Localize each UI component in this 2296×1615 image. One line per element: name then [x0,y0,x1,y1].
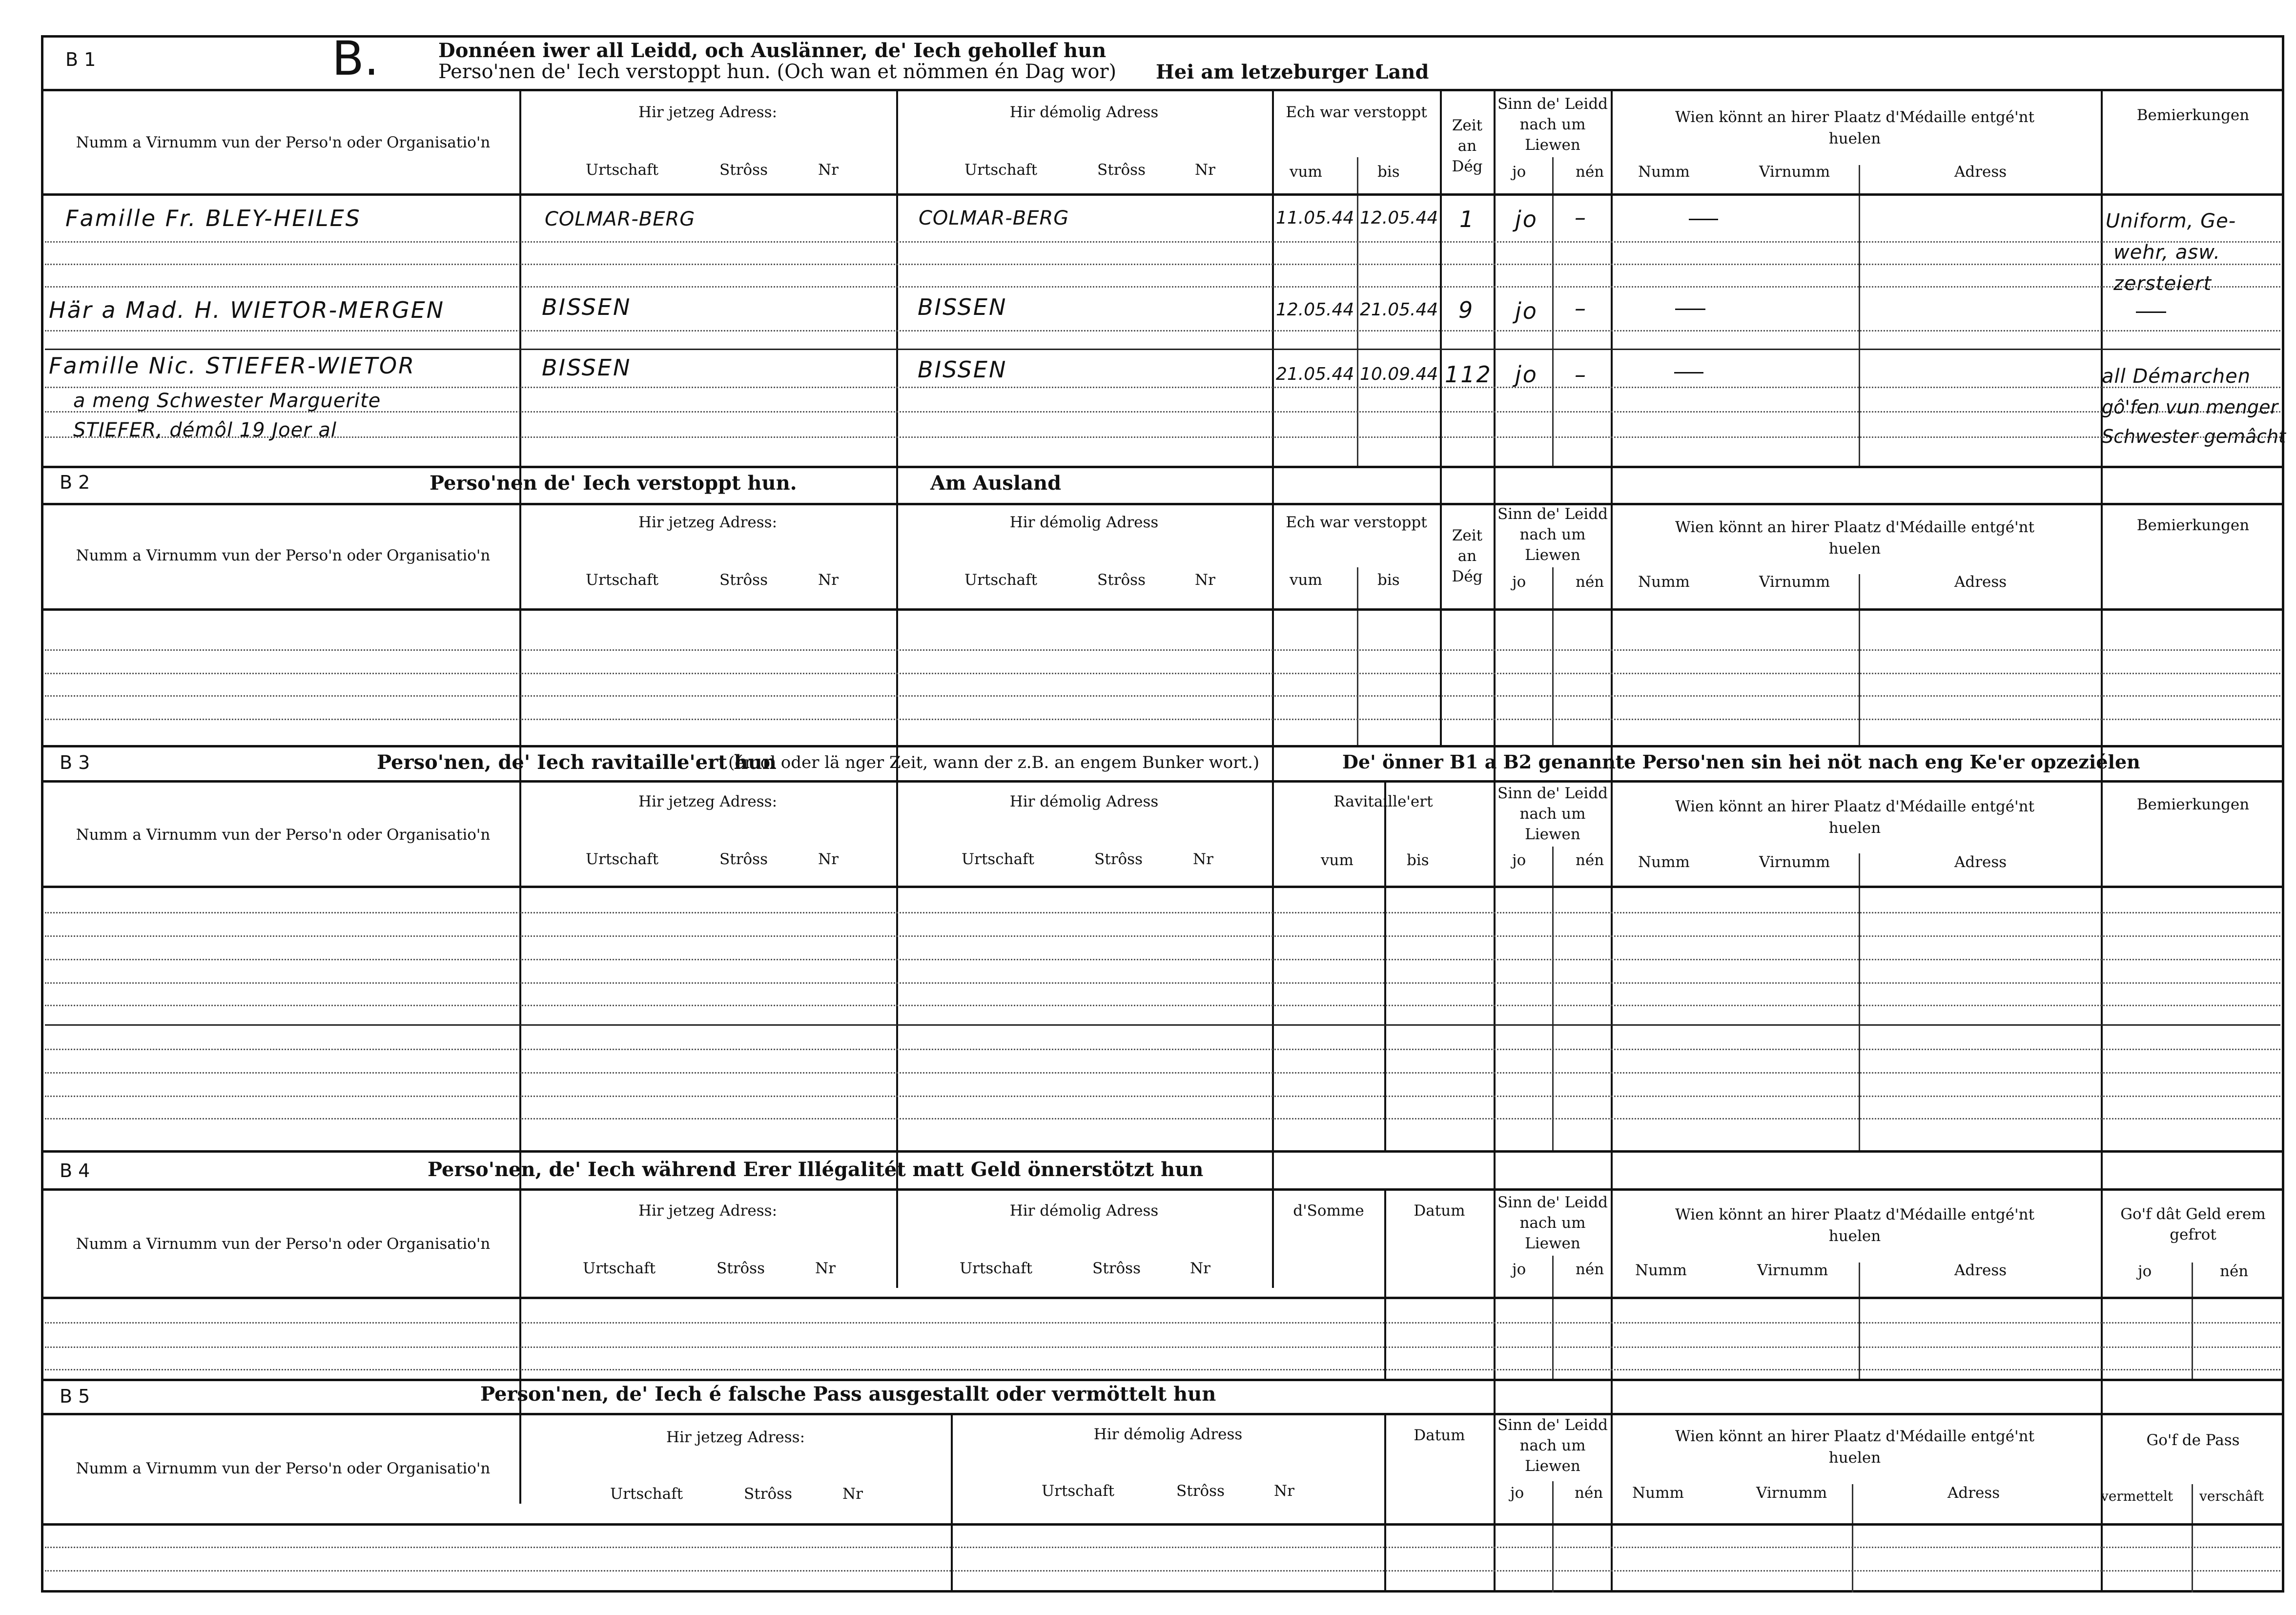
b4-col-money-no: nén [2220,1263,2249,1280]
b1-title-location: Hei am letzeburger Land [1156,61,1429,83]
b2-row-line [45,649,2280,651]
section-code-b5: B 5 [60,1386,90,1407]
b4-col-no: nén [1576,1261,1604,1278]
b5-col-divider-current [951,1413,953,1593]
b1-col-current-locality: Urtschaft [586,161,659,179]
b4-col-yes: jo [1512,1261,1526,1278]
b3-instruction: De' önner B1 a B2 genannte Perso'nen sin hei nöt nach eng Ke'er opzeziélen [1342,751,2140,773]
b5-row-line [45,1570,2280,1572]
b2-col-medal-firstname: Virnumm [1759,573,1830,591]
b1-row3-former: BISSEN [918,356,1007,383]
b3-col-alive: Sinn de' Leidd nach um Liewen [1497,785,1608,843]
section-code-b1: B 1 [65,49,96,70]
b5-col-current-locality: Urtschaft [610,1485,683,1503]
b4-subdivider-medal [1859,1263,1860,1380]
b4-subdivider-money [2192,1263,2193,1380]
b1-row1-remark1: Uniform, Ge- [2106,210,2236,232]
b1-col-to: bis [1377,163,1400,181]
b1-row1-days: 1 [1459,206,1476,232]
b5-col-current-address: Hir jetzeg Adress: [666,1429,805,1446]
b2-col-yes: jo [1512,573,1526,591]
b1-row2-medal-dash [1675,309,1705,310]
b5-col-mediated: vermettelt [2101,1488,2173,1504]
b1-col-former-number: Nr [1195,161,1215,179]
b5-col-made: verschâft [2199,1488,2264,1504]
b2-col-medal-address: Adress [1954,573,2007,591]
b4-row-line [45,1322,2280,1324]
b3-col-former-street: Strôss [1094,850,1143,868]
b5-col-current-street: Strôss [744,1485,792,1503]
b1-row-line [45,264,2280,265]
b1-row2-to: 21.05.44 [1360,300,1438,320]
b5-row-line [45,1547,2280,1548]
b2-col-former-locality: Urtschaft [964,571,1038,589]
col-divider-former [1272,89,1274,1288]
b3-row-line [45,1049,2280,1050]
b4-col-former-address: Hir démolig Adress [1009,1202,1159,1220]
b4-subdivider-yes-no [1552,1256,1554,1380]
b1-row3-remark2: gô'fen vun menger [2102,396,2278,418]
b3-row-line [45,959,2280,960]
b2-bottom [43,745,2282,747]
b5-col-divider-former [1384,1413,1386,1593]
b1-row3-yes: jo [1515,361,1538,388]
b3-col-former-address: Hir démolig Adress [1009,793,1159,810]
b1-col-medal-name: Numm [1638,163,1690,181]
b3-col-current-locality: Urtschaft [586,850,659,868]
b5-col-alive: Sinn de' Leidd nach um Liewen [1497,1416,1608,1475]
b1-col-hidden: Ech war verstoppt [1286,104,1427,121]
b2-col-name: Numm a Virnumm vun der Perso'n oder Organisatio'n [76,547,491,564]
b4-row-line [45,1369,2280,1370]
b1-row3-name-line2: a meng Schwester Marguerite [73,390,381,412]
b1-row3-to: 10.09.44 [1360,364,1438,384]
b2-col-former-number: Nr [1195,571,1215,589]
b3-col-medal-name: Numm [1638,853,1690,871]
b1-row3-medal-dash [1674,372,1703,373]
b1-col-medal-address: Adress [1954,163,2007,181]
b1-title-line1: Donnéen iwer all Leidd, och Auslänner, de' Iech gehollef hun [438,39,1107,62]
b2-row-line [45,719,2280,720]
b1-col-medal-firstname: Virnumm [1759,163,1830,181]
b5-col-medal-name: Numm [1632,1484,1684,1502]
b1-row1-remark2: wehr, asw. [2113,241,2221,264]
b1-col-former-street: Strôss [1097,161,1146,179]
b4-col-current-number: Nr [815,1260,836,1277]
b1-col-yes: jo [1512,163,1526,181]
b4-col-current-address: Hir jetzeg Adress: [638,1202,778,1220]
col-divider-name [519,89,521,1504]
b4-col-medal-firstname: Virnumm [1757,1262,1828,1279]
b2-col-former-street: Strôss [1097,571,1146,589]
b4-col-former-locality: Urtschaft [960,1260,1033,1277]
b2-col-current-address: Hir jetzeg Adress: [638,514,778,531]
b5-col-medal-firstname: Virnumm [1756,1484,1827,1502]
b2-col-current-street: Strôss [719,571,768,589]
b3-table-header-bottom [43,886,2282,888]
b3-row-line [45,935,2280,937]
b1-col-from: vum [1290,163,1322,181]
b4-header-divider [43,1188,2282,1191]
b5-col-medal: Wien könnt an hirer Plaatz d'Médaille entgé'nt huelen [1675,1428,2035,1467]
b2-col-alive: Sinn de' Leidd nach um Liewen [1497,505,1608,564]
b2-title: Perso'nen de' Iech verstoppt hun. [430,472,797,495]
b1-title-line2: Perso'nen de' Iech verstoppt hun. (Och wan et nömmen én Dag wor) [438,61,1117,83]
b5-subdivider-yes-no [1552,1481,1554,1593]
b3-subdivider-yes-no [1552,847,1554,1151]
b3-col-medal-address: Adress [1954,853,2007,871]
b1-col-current-street: Strôss [719,161,768,179]
b1-row1-remark-dash [2136,311,2166,313]
b1-col-medal: Wien könnt an hirer Plaatz d'Médaille entgé'nt huelen [1675,108,2035,147]
b1-row2-days: 9 [1458,297,1475,323]
b4-table-header-bottom [43,1297,2282,1299]
b3-col-medal-firstname: Virnumm [1759,853,1830,871]
b1-row3-from: 21.05.44 [1276,364,1354,384]
b1-row-line [45,241,2280,243]
b3-row-line [45,912,2280,913]
b2-row-line [45,673,2280,674]
b3-col-current-number: Nr [818,850,839,868]
b3-row-line [45,1096,2280,1097]
b2-table-header-bottom [43,608,2282,611]
b1-col-current-number: Nr [818,161,839,179]
b5-col-date: Datum [1414,1427,1465,1444]
b3-col-current-street: Strôss [719,850,768,868]
section-code-b3: B 3 [60,752,90,773]
b4-title: Perso'nen, de' Iech während Erer Illégalitét matt Geld önnerstötzt hun [428,1158,1204,1181]
b1-row3-name: Famille Nic. STIEFER-WIETOR [49,352,416,379]
b1-row1-former: COLMAR-BERG [919,207,1069,229]
b1-col-former-locality: Urtschaft [964,161,1038,179]
b1-row1-medal-dash [1689,219,1718,220]
b1-subdivider-from-to [1357,157,1358,466]
b1-row1-no: – [1575,204,1587,230]
b2-col-current-number: Nr [818,571,839,589]
b2-location: Am Ausland [930,472,1062,495]
b1-bottom [43,466,2282,468]
b3-col-former-locality: Urtschaft [962,850,1035,868]
b4-col-former-street: Strôss [1092,1260,1141,1277]
b3-col-no: nén [1576,851,1604,869]
b4-col-alive: Sinn de' Leidd nach um Liewen [1497,1194,1608,1252]
b3-col-from: vum [1321,851,1353,869]
b2-col-remarks: Bemierkungen [2136,517,2250,534]
b1-col-former-address: Hir démolig Adress [1009,104,1159,121]
b1-row3-remark1: all Démarchen [2102,365,2251,388]
b1-col-remarks: Bemierkungen [2136,106,2250,124]
b3-row-line [45,1072,2280,1074]
b4-col-current-locality: Urtschaft [583,1260,656,1277]
b1-row1-remark3: zersteiert [2113,272,2212,295]
b1-row3-remark3: Schwester gemâcht [2102,426,2286,447]
b1-row3-name-line3: STIEFER, démôl 19 Joer al [73,419,337,441]
b2-col-medal: Wien könnt an hirer Plaatz d'Médaille entgé'nt huelen [1675,518,2035,558]
b3-col-medal: Wien könnt an hirer Plaatz d'Médaille entgé'nt huelen [1675,798,2035,837]
b2-col-hidden: Ech war verstoppt [1286,514,1427,531]
b2-col-from: vum [1290,571,1322,589]
b3-col-to: bis [1407,851,1429,869]
b5-header-divider [43,1413,2282,1415]
b5-col-former-address: Hir démolig Adress [1093,1426,1243,1443]
col-divider-b4-date [1384,1190,1386,1380]
b4-col-money-given: Go'f dât Geld erem gefrot [2120,1205,2266,1243]
b5-subdivider-medal [1852,1484,1853,1593]
b4-bottom [43,1379,2282,1381]
b1-row-line [45,330,2280,331]
b2-col-days: Zeit an Dég [1452,527,1483,585]
b1-row2-former: BISSEN [918,294,1007,320]
b4-col-name: Numm a Virnumm vun der Perso'n oder Organisatio'n [76,1235,491,1253]
b4-col-medal-address: Adress [1954,1262,2007,1279]
b2-col-to: bis [1377,571,1400,589]
b5-col-medal-address: Adress [1948,1484,2000,1502]
b3-col-remarks: Bemierkungen [2136,796,2250,813]
b4-row-line [45,1346,2280,1348]
b1-row1-name: Famille Fr. BLEY-HEILES [65,205,361,231]
b5-table-header-bottom [43,1523,2282,1526]
b2-row-line [45,695,2280,697]
b1-row2-yes: jo [1515,298,1538,324]
b5-col-no: nén [1575,1484,1603,1502]
b1-col-alive: Sinn de' Leidd nach um Liewen [1497,95,1608,154]
b1-col-name: Numm a Virnumm vun der Perso'n oder Organisatio'n [76,134,491,151]
b3-row-line [45,1118,2280,1119]
b3-bottom [43,1150,2282,1153]
b1-row-line [45,387,2280,388]
b1-row-line [45,349,2280,350]
b1-row3-no: – [1575,361,1587,388]
b3-subdivider-medal [1859,853,1860,1151]
b1-header-divider [43,89,2282,91]
b1-col-current-address: Hir jetzeg Adress: [638,104,778,121]
col-divider-current [896,89,898,1288]
b3-col-yes: jo [1512,851,1526,869]
b2-col-no: nén [1576,573,1604,591]
b1-table-header-bottom [43,193,2282,196]
b1-row1-from: 11.05.44 [1276,208,1354,228]
b1-row1-current: COLMAR-BERG [545,208,696,230]
b5-col-former-street: Strôss [1176,1482,1225,1500]
b2-col-current-locality: Urtschaft [586,571,659,589]
b3-row-line [45,982,2280,984]
col-divider-medal [1611,89,1613,1593]
b1-row1-yes: jo [1515,206,1538,232]
section-letter: B. [332,31,379,86]
b3-header-divider [43,780,2282,783]
b3-row-line [45,1005,2280,1006]
b3-col-current-address: Hir jetzeg Adress: [638,793,778,810]
b1-row2-name: Här a Mad. H. WIETOR-MERGEN [49,297,445,323]
b2-col-medal-name: Numm [1638,573,1690,591]
col-divider-remarks [2101,89,2103,1593]
b5-col-former-number: Nr [1274,1482,1294,1500]
b5-col-yes: jo [1510,1484,1524,1502]
b1-row3-current: BISSEN [542,354,632,381]
b1-row1-to: 12.05.44 [1360,208,1438,228]
b3-note: (émol oder lä nger Zeit, wann der z.B. an engem Bunker wort.) [728,753,1260,772]
b5-col-name: Numm a Virnumm vun der Perso'n oder Organisatio'n [76,1460,491,1477]
b1-row-line [45,286,2280,288]
b3-row-line [45,1024,2280,1026]
b3-title: Perso'nen, de' Iech ravitaille'ert hun [377,751,777,774]
section-code-b4: B 4 [60,1160,90,1181]
b1-row2-no: – [1575,295,1587,321]
b4-col-date: Datum [1414,1202,1465,1220]
b5-col-former-locality: Urtschaft [1042,1482,1115,1500]
b3-col-name: Numm a Virnumm vun der Perso'n oder Organisatio'n [76,826,491,844]
b5-col-pass-given: Go'f de Pass [2146,1431,2240,1449]
b1-col-days: Zeit an Dég [1452,117,1483,175]
b2-header-divider [43,503,2282,505]
b1-subdivider-medal [1859,165,1860,466]
col-divider-hidden [1440,89,1442,745]
b4-col-former-number: Nr [1190,1260,1210,1277]
b1-row2-from: 12.05.44 [1276,300,1354,320]
b1-row3-days: 112 [1445,361,1492,388]
b1-subdivider-yes-no [1552,157,1554,466]
b1-row2-current: BISSEN [542,294,632,320]
section-code-b2: B 2 [60,472,90,493]
b4-col-sum: d'Somme [1293,1202,1364,1220]
b1-row-line [45,436,2280,438]
b4-col-money-yes: jo [2138,1263,2152,1280]
b4-col-current-street: Strôss [717,1260,765,1277]
b5-title: Person'nen, de' Iech é falsche Pass ausgestallt oder vermöttelt hun [480,1383,1216,1406]
b3-col-supplied: Ravitaille'ert [1333,793,1433,810]
b3-col-former-number: Nr [1193,850,1213,868]
b1-col-no: nén [1576,163,1604,181]
b2-col-former-address: Hir démolig Adress [1009,514,1159,531]
b4-col-medal: Wien könnt an hirer Plaatz d'Médaille entgé'nt huelen [1675,1206,2035,1245]
b4-col-medal-name: Numm [1635,1262,1687,1279]
b5-subdivider-pass [2192,1484,2193,1593]
b5-col-current-number: Nr [842,1485,863,1503]
